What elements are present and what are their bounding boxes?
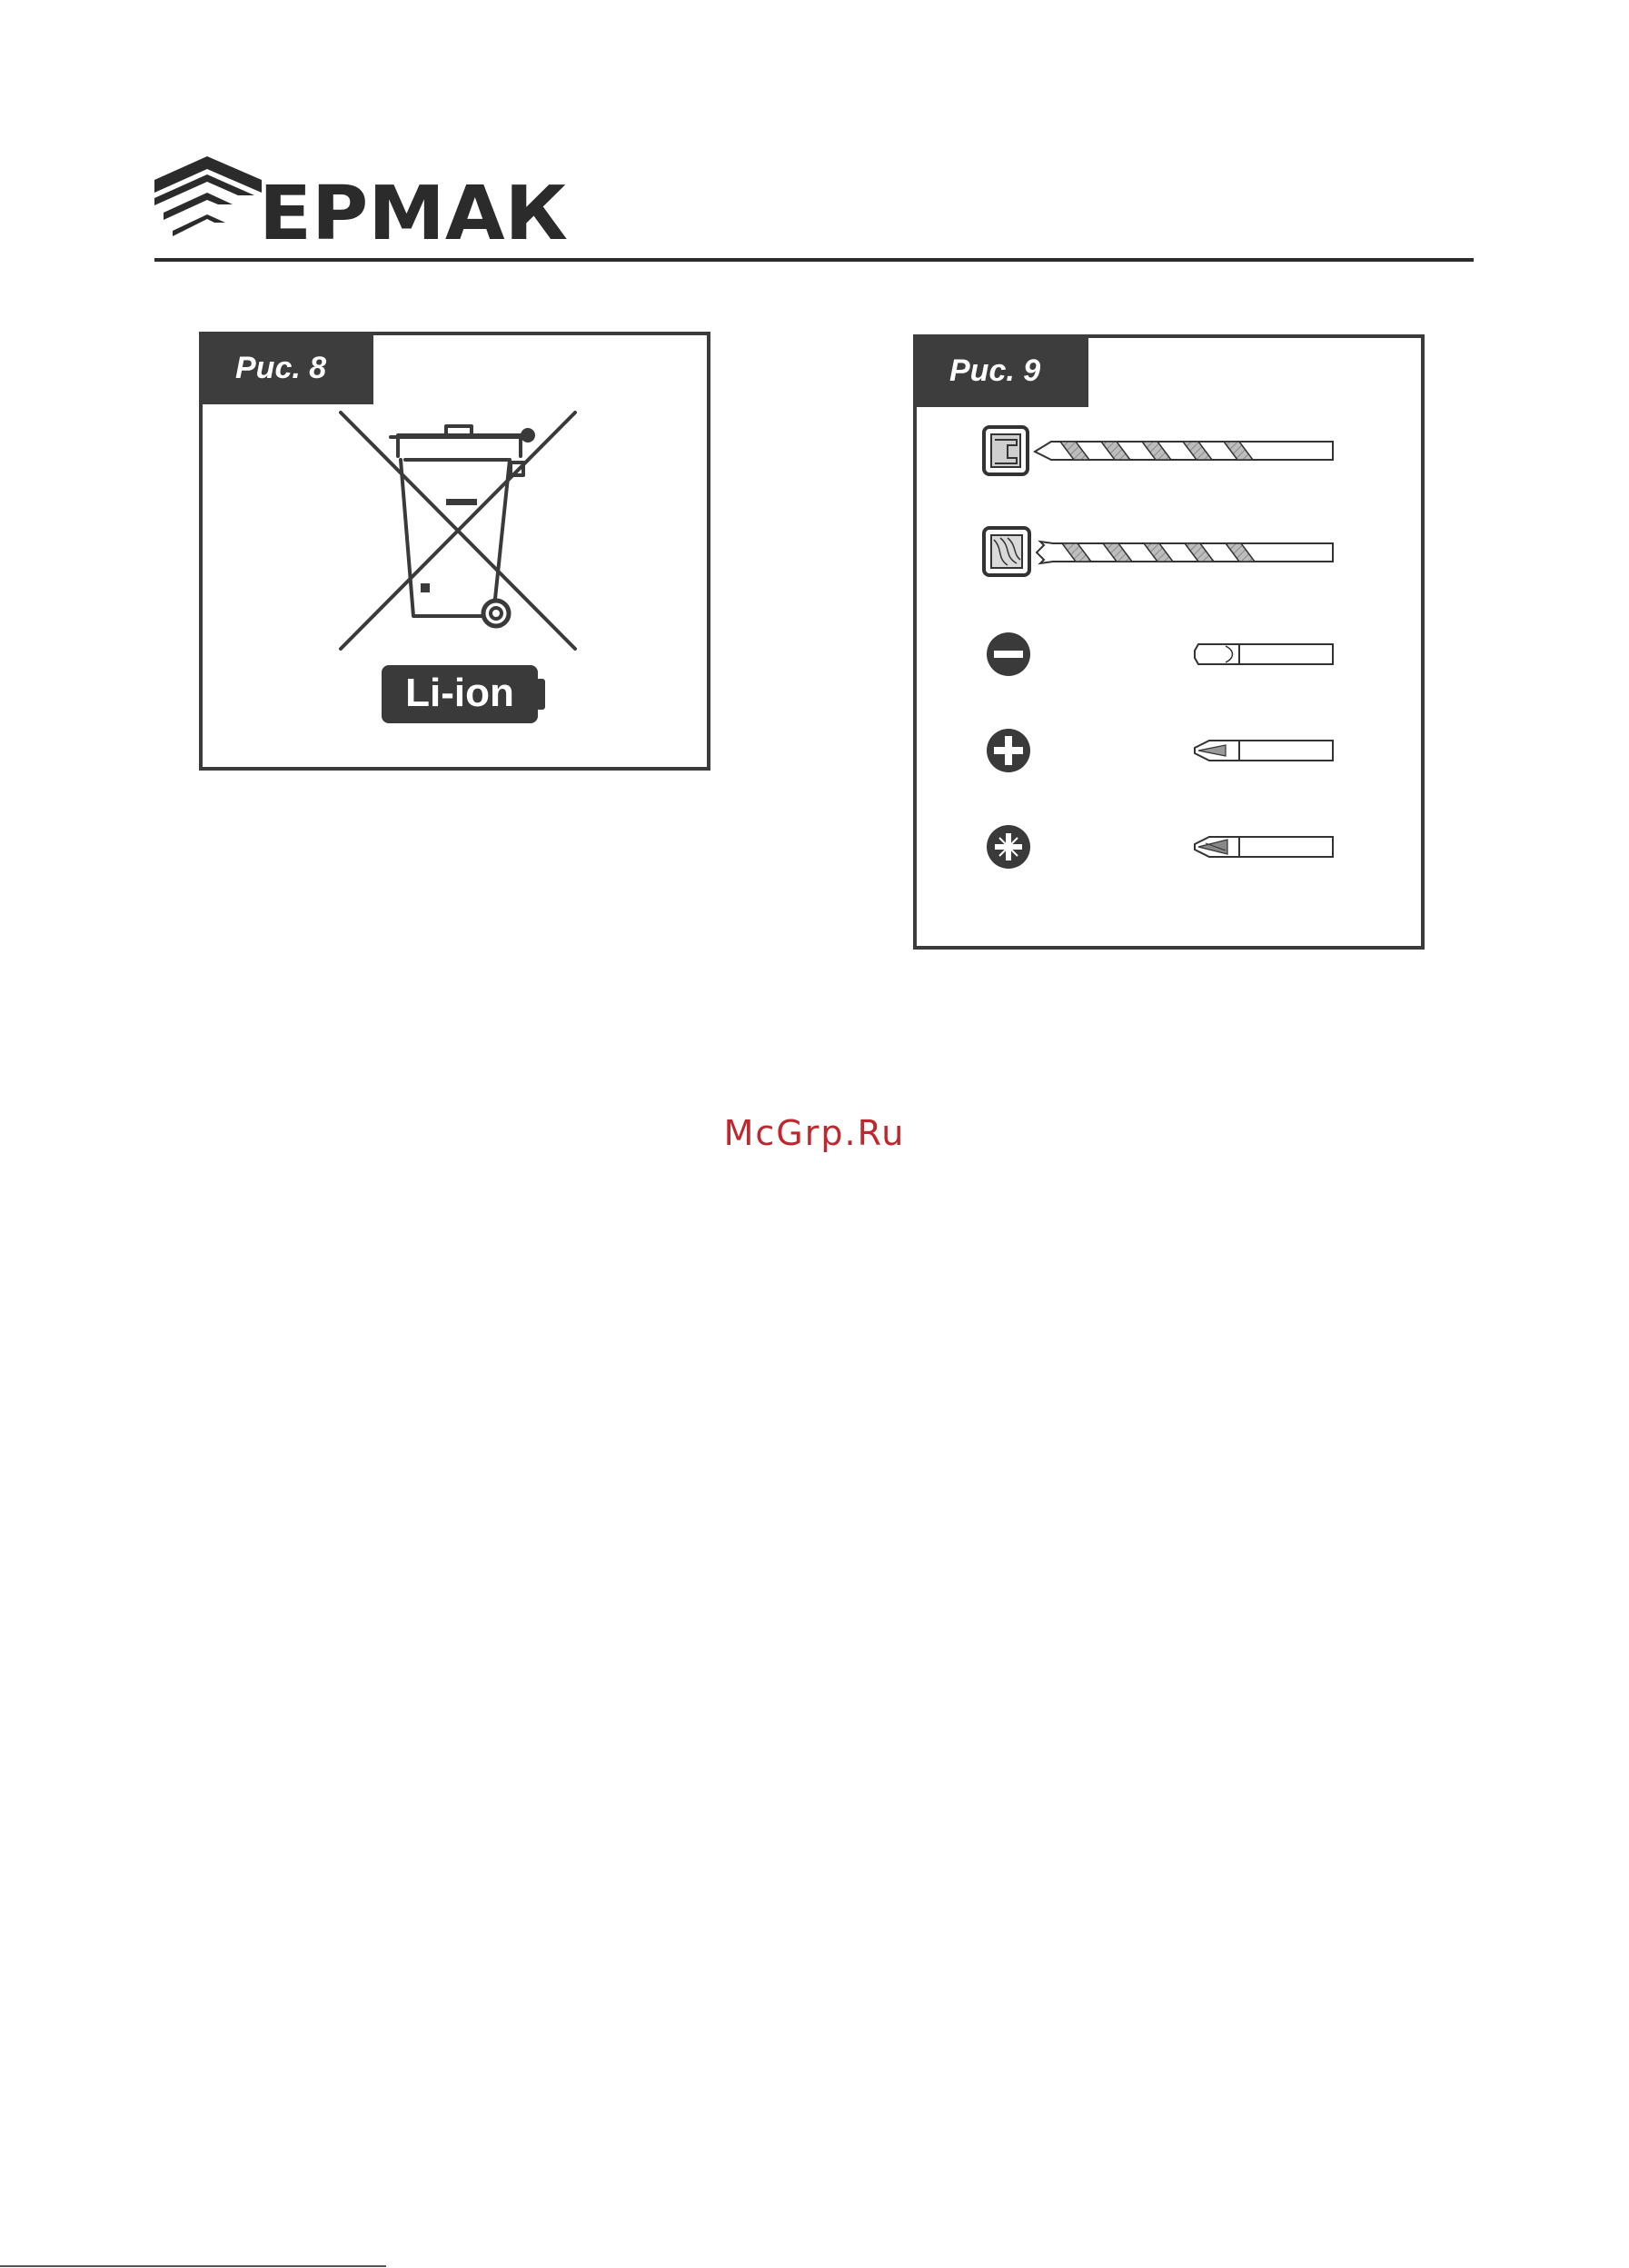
wood-material-icon <box>984 528 1029 575</box>
phillips-screwdriver-bit-icon <box>1195 741 1333 761</box>
pozidriv-screw-icon <box>987 825 1030 869</box>
slotted-screwdriver-bit-icon <box>1195 644 1333 664</box>
figure-8 <box>199 332 710 771</box>
metal-material-icon <box>984 427 1028 474</box>
phillips-screw-icon <box>987 729 1030 772</box>
chevron-stack-logo-icon <box>154 153 581 244</box>
wood-drill-bit-icon <box>1037 542 1333 563</box>
figure-9-label: Рис. 9 <box>913 334 1088 407</box>
header-rule <box>154 258 1474 262</box>
li-ion-badge-text: Li-ion <box>405 671 514 715</box>
figure-8-label: Рис. 8 <box>199 332 373 404</box>
brand-wordmark: ЕРМАК <box>259 171 568 244</box>
brand-logo <box>154 153 581 244</box>
slotted-screw-icon <box>987 632 1030 676</box>
bit-selection-chart <box>917 338 1421 946</box>
figure-9 <box>913 334 1425 950</box>
crossed-out-wheelie-bin-icon <box>203 335 707 767</box>
watermark-text: McGrp.Ru <box>723 1113 906 1153</box>
metal-drill-bit-icon <box>1035 442 1333 460</box>
footer-rule <box>0 2265 386 2267</box>
pozidriv-screwdriver-bit-icon <box>1195 837 1333 857</box>
